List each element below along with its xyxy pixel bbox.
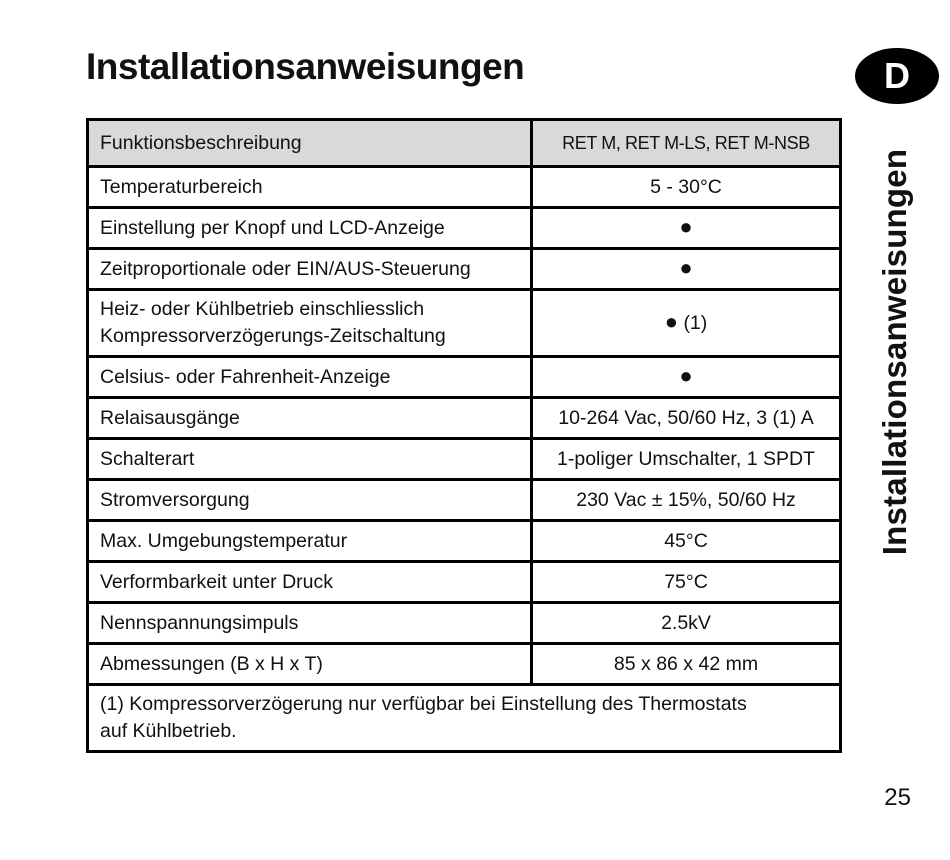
header-models: RET M, RET M-LS, RET M-NSB — [532, 120, 841, 167]
table-row — [88, 398, 841, 439]
footnote-line: (1) Kompressorverzögerung nur verfügbar bei Einstellung des Thermostats — [100, 693, 747, 715]
row-label-line: Heiz- oder Kühlbetrieb einschliesslich — [100, 298, 425, 320]
row-value: 10-264 Vac, 50/60 Hz, 3 (1) A — [532, 398, 841, 439]
table-row — [88, 521, 841, 562]
table-row — [88, 357, 841, 398]
table-row — [88, 480, 841, 521]
table-row — [88, 290, 841, 357]
row-value — [532, 249, 841, 290]
row-label: Nennspannungsimpuls — [88, 603, 532, 644]
row-value — [532, 357, 841, 398]
row-label-line: Kompressorverzögerungs-Zeitschaltung — [100, 325, 446, 347]
bullet-dot-icon: ● — [679, 213, 693, 239]
footnote-reference: (1) — [683, 311, 708, 334]
row-value — [532, 208, 841, 249]
footnote-line: auf Kühlbetrieb. — [100, 720, 237, 742]
row-value: 2.5kV — [532, 603, 841, 644]
row-value: 85 x 86 x 42 mm — [532, 644, 841, 685]
row-value — [532, 290, 841, 357]
row-label: Zeitproportionale oder EIN/AUS-Steuerung — [88, 249, 532, 290]
bullet-dot-icon: ● — [664, 308, 679, 334]
header-function-description: Funktionsbeschreibung — [88, 120, 532, 167]
row-label: Abmessungen (B x H x T) — [88, 644, 532, 685]
row-label: Relaisausgänge — [88, 398, 532, 439]
row-value: 1-poliger Umschalter, 1 SPDT — [532, 439, 841, 480]
table-row — [88, 644, 841, 685]
row-value: 230 Vac ± 15%, 50/60 Hz — [532, 480, 841, 521]
page-title: Installationsanweisungen — [86, 46, 525, 87]
table-header-row — [88, 120, 841, 167]
row-label: Stromversorgung — [88, 480, 532, 521]
table-row — [88, 249, 841, 290]
bullet-dot-icon: ● — [679, 254, 693, 280]
footnote-row — [88, 685, 841, 752]
row-label: Schalterart — [88, 439, 532, 480]
table-row — [88, 208, 841, 249]
row-label: Einstellung per Knopf und LCD-Anzeige — [88, 208, 532, 249]
row-label: Verformbarkeit unter Druck — [88, 562, 532, 603]
bullet-dot-icon: ● — [679, 362, 693, 388]
row-label — [88, 290, 532, 357]
row-value: 45°C — [532, 521, 841, 562]
page-number: 25 — [884, 784, 911, 811]
language-badge: D — [855, 48, 939, 104]
table-row — [88, 439, 841, 480]
side-section-title: Installationsanweisungen — [876, 148, 913, 556]
row-value: 5 - 30°C — [532, 167, 841, 208]
row-label: Max. Umgebungstemperatur — [88, 521, 532, 562]
table-row — [88, 562, 841, 603]
table-row — [88, 603, 841, 644]
footnote — [88, 685, 841, 752]
table-row — [88, 167, 841, 208]
row-label: Celsius- oder Fahrenheit-Anzeige — [88, 357, 532, 398]
row-value: 75°C — [532, 562, 841, 603]
specification-table — [86, 118, 842, 753]
row-label: Temperaturbereich — [88, 167, 532, 208]
